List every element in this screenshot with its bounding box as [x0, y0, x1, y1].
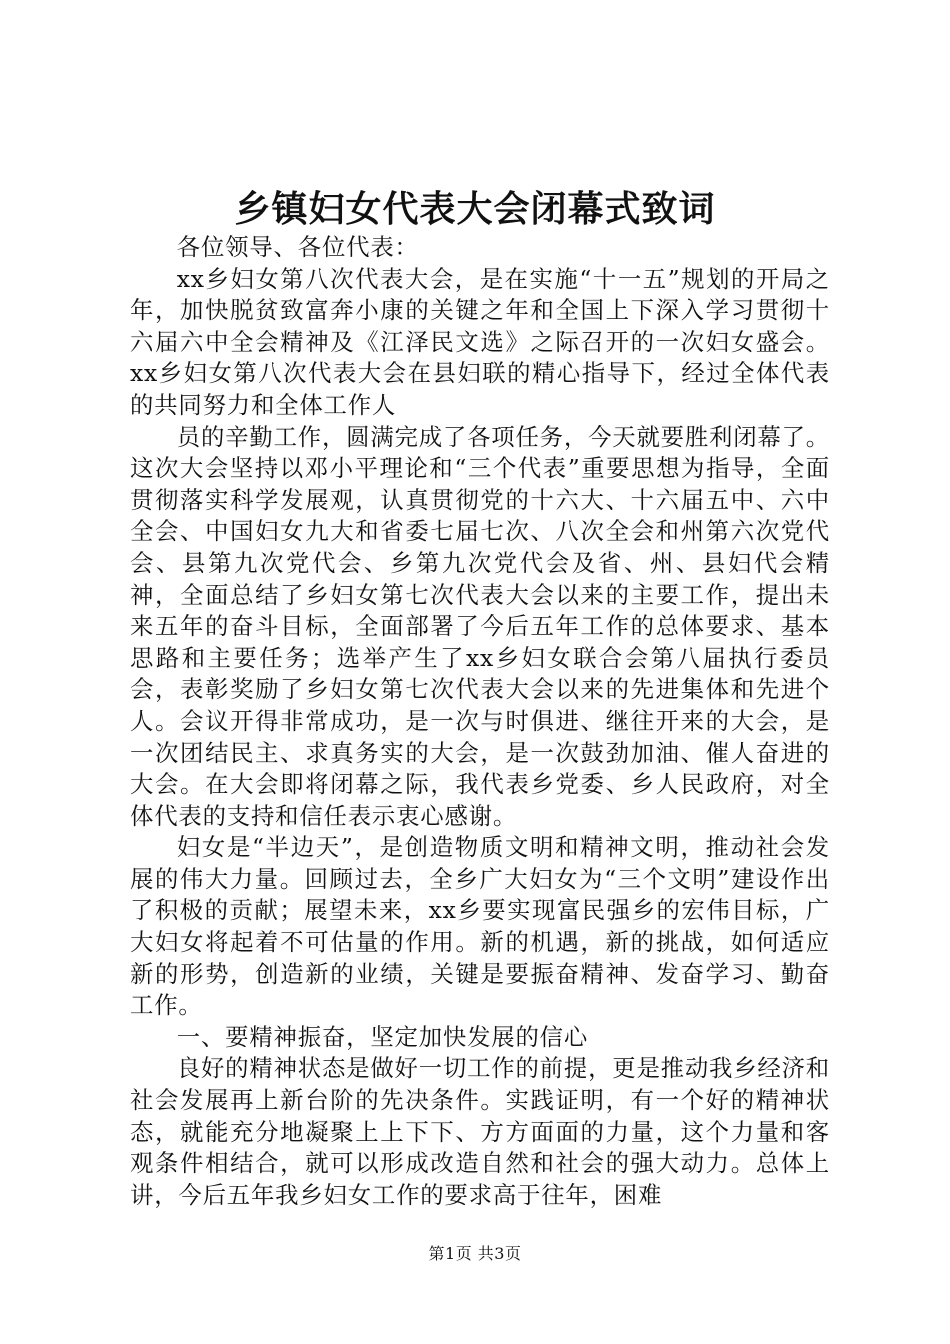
page-number-footer: 第1页 共3页	[428, 1244, 522, 1263]
body-paragraph: 良好的精神状态是做好一切工作的前提，更是推动我乡经济和社会发展再上新台阶的先决条件。实践证明，有一个好的精神状态，就能充分地凝聚上上下下、方方面面的力量，这个力量和客观条件相结合，就可以形成改造自然和社会的强大动力。总体上讲，今后五年我乡妇女工作的要求高于往年，困难	[130, 1054, 830, 1209]
body-paragraph: xx乡妇女第八次代表大会，是在实施“十一五”规划的开局之年，加快脱贫致富奔小康的关键之年和全国上下深入学习贯彻十六届六中全会精神及《江泽民文选》之际召开的一次妇女盛会。xx乡妇女第八次代表大会在县妇联的精心指导下，经过全体代表的共同努力和全体工作人	[130, 264, 830, 419]
section-heading: 一、要精神振奋，坚定加快发展的信心	[176, 1022, 589, 1051]
body-paragraph: 妇女是“半边天”，是创造物质文明和精神文明，推动社会发展的伟大力量。回顾过去，全乡广大妇女为“三个文明”建设作出了积极的贡献；展望未来，xx乡要实现富民强乡的宏伟目标，广大妇女将起着不可估量的作用。新的机遇，新的挑战，如何适应新的形势，创造新的业绩，关键是要振奋精神、发奋学习、勤奋工作。	[130, 833, 830, 1020]
document-body	[130, 232, 830, 1211]
document-title: 乡镇妇女代表大会闭幕式致词	[234, 188, 716, 230]
body-paragraph: 员的辛勤工作，圆满完成了各项任务，今天就要胜利闭幕了。这次大会坚持以邓小平理论和“三个代表”重要思想为指导，全面贯彻落实科学发展观，认真贯彻党的十六大、十六届五中、六中全会、中国妇女九大和省委七届七次、八次全会和州第六次党代会、县第九次党代会、乡第九次党代会及省、州、县妇代会精神，全面总结了乡妇女第七次代表大会以来的主要工作，提出未来五年的奋斗目标，全面部署了今后五年工作的总体要求、基本思路和主要任务；选举产生了xx乡妇女联合会第八届执行委员会，表彰奖励了乡妇女第七次代表大会以来的先进集体和先进个人。会议开得非常成功，是一次与时俱进、继往开来的大会，是一次团结民主、求真务实的大会，是一次鼓劲加油、催人奋进的大会。在大会即将闭幕之际，我代表乡党委、乡人民政府，对全体代表的支持和信任表示衷心感谢。	[130, 422, 830, 830]
salutation-paragraph: 各位领导、各位代表：	[176, 233, 419, 261]
